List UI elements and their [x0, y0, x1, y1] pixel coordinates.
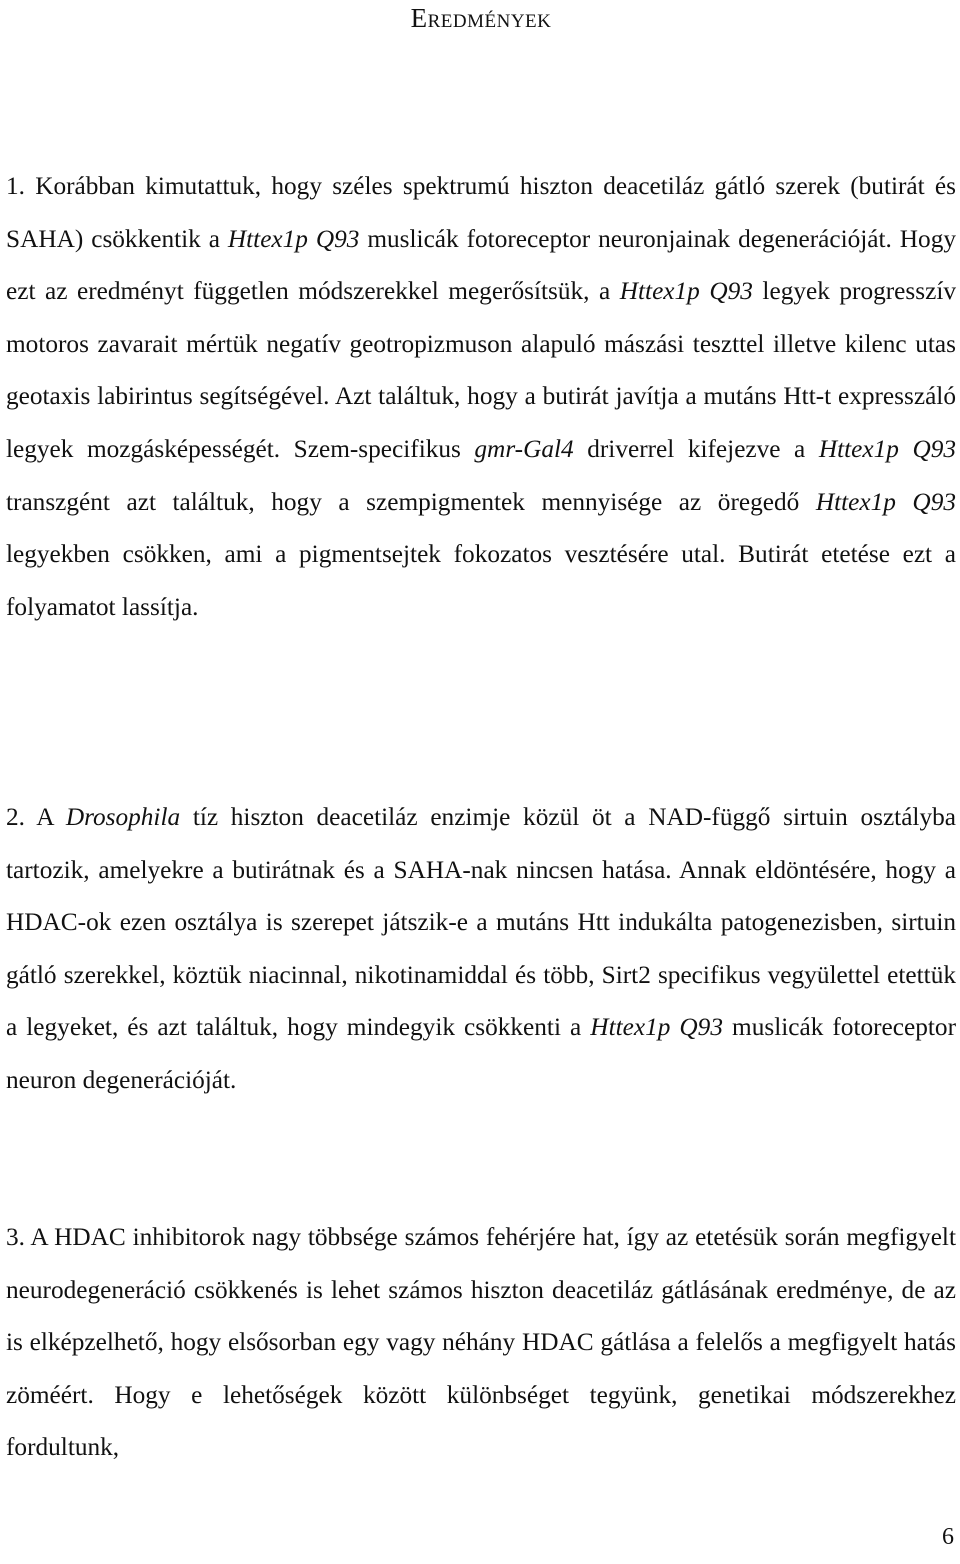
text-run: muslicák fotoreceptor neuronjainak degenerációját. Hogy ezt az eredményt független módszerekkel megerősítsük, a — [6, 224, 957, 306]
gene-name: Httex1p Q93 — [815, 487, 956, 516]
text-run: 1. Korábban kimutattuk, hogy széles spektrumú hiszton deacetiláz gátló szerek (butirát és SAHA) csökkentik a — [6, 172, 956, 253]
text-run: legyekben csökken, ami a pigmentsejtek fokozatos vesztésére utal. Butirát etetése ezt a folyamatot lassítja. — [6, 540, 956, 621]
species-name: Drosophila — [65, 803, 181, 831]
gene-name: Httex1p Q93 — [619, 277, 753, 306]
gene-name: Httex1p Q93 — [818, 434, 957, 463]
text-run: 2. A — [6, 803, 66, 831]
text-run: transzgént azt találtuk, hogy a szempigmentek mennyisége az öregedő — [6, 487, 816, 516]
text-run: driverrel kifejezve a — [573, 434, 819, 463]
paragraph-1 — [6, 160, 956, 633]
paragraph-3 — [6, 1211, 956, 1474]
driver-name: gmr-Gal4 — [474, 434, 574, 463]
section-heading: Eredmények — [410, 3, 552, 33]
page-number: 6 — [942, 1524, 954, 1550]
gene-name: Httex1p Q93 — [590, 1013, 723, 1042]
text-run: legyek progresszív motoros zavarait mértük negatív geotropizmuson alapuló mászási teszttel illetve kilenc utas geotaxis labirintus segítségével. Azt találtuk, hogy a butirát javítja a mutáns Htt-t expresszáló legyek mozgásképességét. Szem-specifikus — [6, 277, 956, 463]
text-run: muslicák fotoreceptor neuron degenerációját. — [6, 1013, 956, 1094]
gene-name: Httex1p Q93 — [227, 224, 360, 253]
document-page — [6, 0, 957, 1462]
text-run: 3. A HDAC inhibitorok nagy többsége számos fehérjére hat, így az etetésük során megfigyelt neurodegeneráció csökkenés is lehet számos hiszton deacetiláz gátlásának eredménye, de az is elképzelhető, hogy elsősorban egy vagy néhány HDAC gátlása a felelős a megfigyelt hatás zöméért. Hogy e lehetőségek között különbséget tegyünk, genetikai módszerekhez fordultunk, — [6, 1223, 956, 1462]
text-run: tíz hiszton deacetiláz enzimje közül öt a NAD-függő sirtuin osztályba tartozik, amelyekre a butirátnak és a SAHA-nak nincsen hatása. Annak eldöntésére, hogy a HDAC-ok ezen osztálya is szerepet játszik-e a mutáns Htt indukálta patogenezisben, sirtuin gátló szerekkel, köztük niacinnal, nikotinamiddal és több, Sirt2 specifikus vegyülettel etettük a legyeket, és azt találtuk, hogy mindegyik csökkenti a — [6, 803, 956, 1042]
paragraph-2 — [6, 791, 956, 1107]
